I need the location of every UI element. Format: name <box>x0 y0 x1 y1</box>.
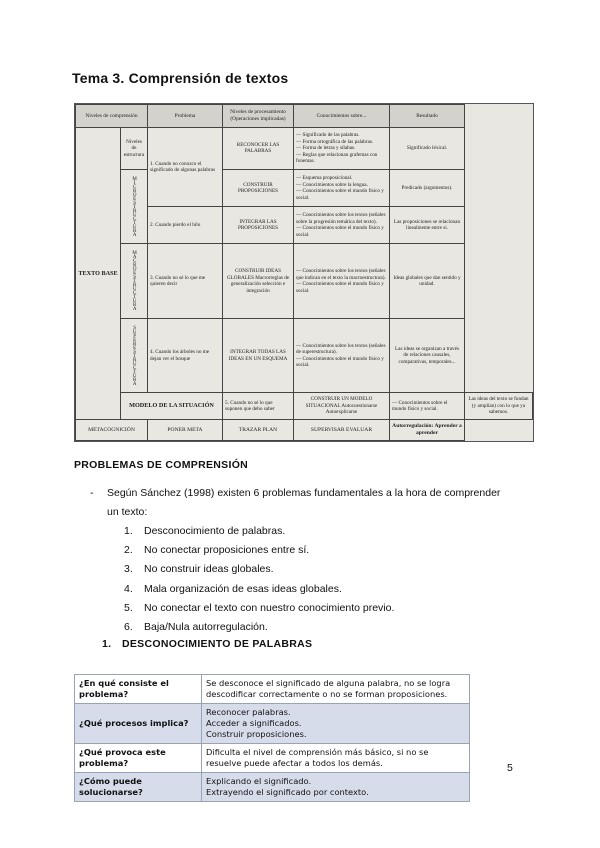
intro-paragraph <box>90 484 510 522</box>
super-label: SUPERESTRUCTURA <box>121 318 148 392</box>
header-conocimientos: Conocimientos sobre... <box>294 105 390 128</box>
problems-list <box>124 522 394 637</box>
table-row <box>75 704 470 744</box>
knowledge-4: — Conocimientos sobre los textos (señales que indican en el texto la macroestructura). — Conocimientos sobre el mundo físico y social. <box>294 244 390 318</box>
knowledge-1: — Significado de las palabras. — Forma ortográfica de las palabras. — Forma de letras y sílabas. — Reglas que relacionan grafemas con fonemas. <box>294 128 390 170</box>
table-row <box>75 675 470 704</box>
question-cell: ¿En qué consiste el problema? <box>75 675 202 704</box>
knowledge-5: — Conocimientos sobre los textos (señales de superestructura). — Conocimientos sobre el mundo físico y social. <box>294 318 390 392</box>
answer-cell: Reconocer palabras. Acceder a significados. Construir proposiciones. <box>202 704 470 744</box>
modelo-situacion-label: MODELO DE LA SITUACIÓN <box>121 393 223 420</box>
result-4: Ideas globales que dan sentido y unidad. <box>389 244 464 318</box>
bullet-dash: - <box>90 487 94 499</box>
process-3: INTEGRAR LAS PROPOSICIONES <box>223 207 294 244</box>
niveles-estructura-label: Niveles de estructura <box>121 128 148 170</box>
result-5: Las ideas se organizan a través de relaciones causales, comparativas, temporales... <box>389 318 464 392</box>
micro-label: MICROESTRUCTURA <box>121 169 148 243</box>
process-4: CONSTRUIR IDEAS GLOBALES Macrorreglas de generalización selección e integración <box>223 244 294 318</box>
section-heading: PROBLEMAS DE COMPRENSIÓN <box>74 459 249 471</box>
problem-5: 5. Cuando no sé lo que suponen que debo saber <box>223 393 294 420</box>
process-5: INTEGRAR TODAS LAS IDEAS EN UN ESQUEMA <box>223 318 294 392</box>
result-1: Significado léxical. <box>389 128 464 170</box>
problem-3: 3. Cuando no sé lo que me quieren decir <box>148 244 223 318</box>
page-title: Tema 3. Comprensión de textos <box>72 70 289 86</box>
page-number: 5 <box>507 762 513 774</box>
list-item: 6. Baja/Nula autorregulación. <box>124 620 268 633</box>
answer-cell: Se desconoce el significado de alguna palabra, no se logra descodificar correctamente o no se forman proposiciones. <box>202 675 470 704</box>
knowledge-3: — Conocimientos sobre los textos (señales sobre la progresión temática del texto). — Conocimientos sobre el mundo físico y social. <box>294 207 390 244</box>
metacognicion-label: METACOGNICIÓN <box>76 420 148 441</box>
question-cell: ¿Qué procesos implica? <box>75 704 202 744</box>
table-row <box>75 744 470 773</box>
trazar-plan: TRAZAR PLAN <box>223 420 294 441</box>
macro-label: MACROESTRUCTURA <box>121 244 148 318</box>
knowledge-2: — Esquema proposicional. — Conocimientos sobre la lengua. — Conocimientos sobre el mundo físico y social. <box>294 169 390 206</box>
list-item: 4. Mala organización de esas ideas globales. <box>124 582 342 595</box>
list-item: 1. Desconocimiento de palabras. <box>124 525 286 537</box>
header-procesamiento: Niveles de procesamiento (Operaciones implicadas) <box>223 105 294 128</box>
list-item: 2. No conectar proposiciones entre sí. <box>124 544 310 557</box>
question-cell: ¿Qué provoca este problema? <box>75 744 202 773</box>
autorregulacion: Autorregulación: Aprender a aprender <box>389 420 464 441</box>
header-resultado: Resultado <box>389 105 464 128</box>
result-6: Las ideas del texto se fundan (y amplían) con lo que ya sabemos. <box>464 393 532 420</box>
process-6: CONSTRUIR UN MODELO SITUACIONAL Autocuestionarse Autoexplicarse <box>294 393 390 420</box>
intro-text: Según Sánchez (1998) existen 6 problemas fundamentales a la hora de comprender un texto: <box>107 487 501 518</box>
table-row <box>75 773 470 802</box>
result-2: Predicado (argumentos). <box>389 169 464 206</box>
problem-1: 1. Cuando no conozco el significado de algunas palabras <box>148 128 223 207</box>
answer-cell: Explicando el significado. Extrayendo el significado por contexto. <box>202 773 470 802</box>
process-1: RECONOCER LAS PALABRAS <box>223 128 294 170</box>
comprehension-levels-table-image <box>74 103 534 442</box>
question-cell: ¿Cómo puede solucionarse? <box>75 773 202 802</box>
problem-info-table <box>74 674 470 802</box>
list-item: 3. No construir ideas globales. <box>124 563 274 576</box>
problem-4: 4. Cuando los árboles no me dejan ver el bosque <box>148 318 223 392</box>
result-3: Las proposiciones se relacionan linealmente entre sí. <box>389 207 464 244</box>
header-niveles: Niveles de comprensión <box>76 105 148 128</box>
poner-meta: PONER META <box>148 420 223 441</box>
header-problema: Problema <box>148 105 223 128</box>
supervisar-evaluar: SUPERVISAR EVALUAR <box>294 420 390 441</box>
texto-base-label: TEXTO BASE <box>76 128 121 420</box>
knowledge-6: — Conocimientos sobre el mundo físico y social. <box>389 393 464 420</box>
process-2: CONSTRUIR PROPOSICIONES <box>223 169 294 206</box>
answer-cell: Dificulta el nivel de comprensión más básico, si no se resuelve puede afectar a todos los demás. <box>202 744 470 773</box>
problem-2: 2. Cuando pierdo el hilo <box>148 207 223 244</box>
subsection-heading: 1. DESCONOCIMIENTO DE PALABRAS <box>102 638 313 650</box>
list-item: 5. No conectar el texto con nuestro conocimiento previo. <box>124 601 395 614</box>
